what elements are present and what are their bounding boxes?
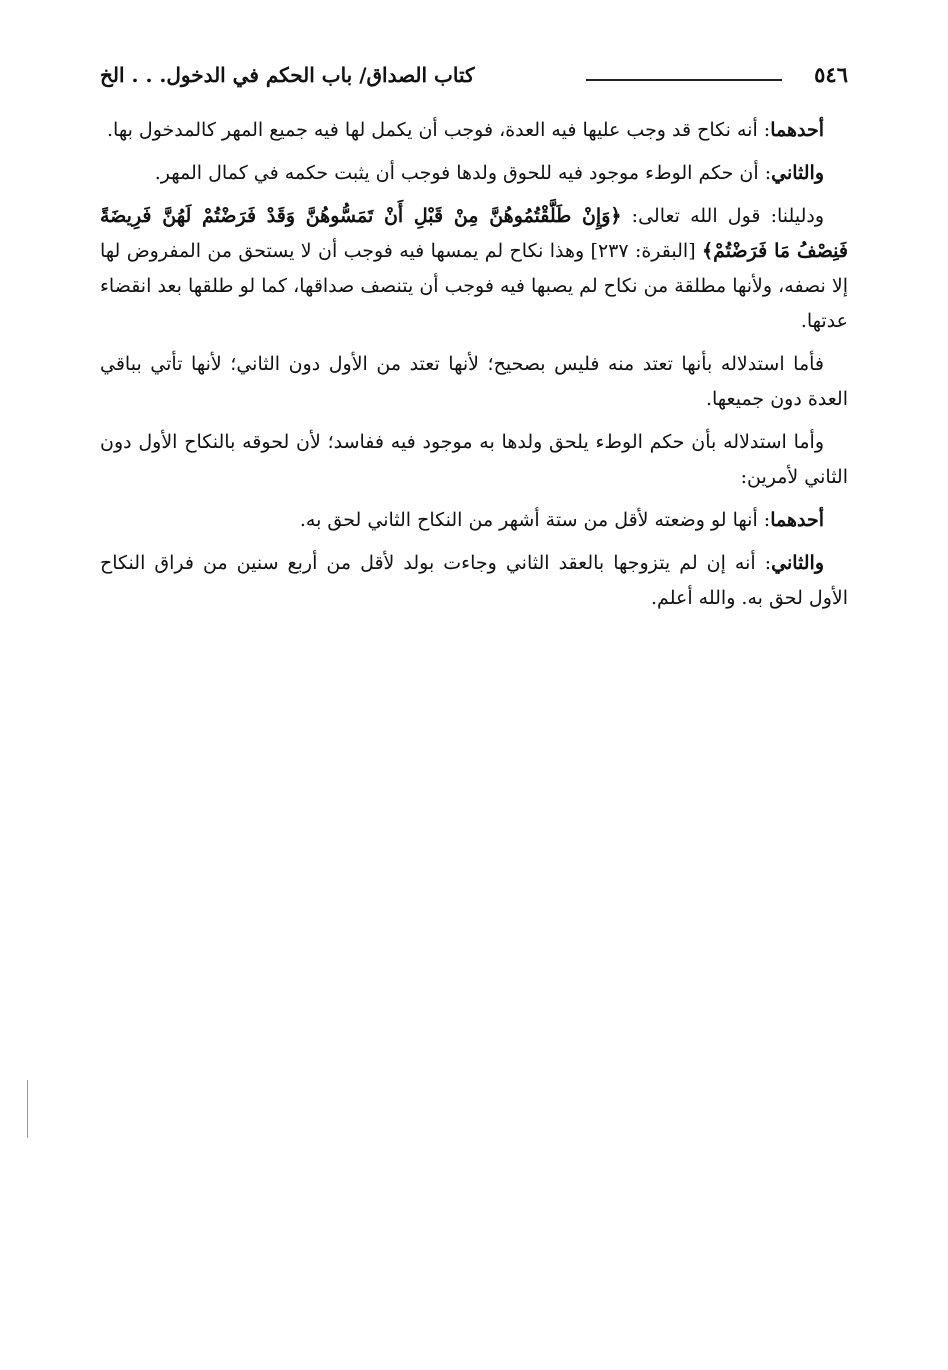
- paragraph-text: : أنه إن لم يتزوجها بالعقد الثاني وجاءت بولد لأقل من أربع سنين من فراق النكاح الأول لحق به. والله أعلم.: [100, 552, 848, 609]
- paragraph-text: : أنه نكاح قد وجب عليها فيه العدة، فوجب أن يكمل لها فيه جميع المهر كالمدخول بها.: [107, 119, 771, 141]
- paragraph-lead: والثاني: [771, 162, 824, 184]
- header-rule: [586, 79, 782, 81]
- paragraph-evidence: [100, 199, 848, 339]
- paragraph-lead: أحدهما: [770, 119, 824, 141]
- page-number: ٥٤٦: [814, 62, 848, 87]
- quran-verse: ﴿وَإِنْ طَلَّقْتُمُوهُنَّ مِنْ قَبْلِ أَنْ تَمَسُّوهُنَّ وَقَدْ فَرَضْتُمْ لَهُنَّ فَرِيضَةً فَنِصْفُ مَا فَرَضْتُمْ﴾: [100, 205, 848, 262]
- paragraph-text: : أنها لو وضعته لأقل من ستة أشهر من النكاح الثاني لحق به.: [299, 509, 771, 531]
- scan-margin-line: [27, 1080, 28, 1138]
- paragraph-second-argument: [100, 156, 848, 191]
- body-text: [100, 113, 848, 624]
- paragraph-rebuttal-two: [100, 425, 848, 495]
- paragraph-lead: والثاني: [771, 552, 824, 574]
- paragraph-text: فأما استدلاله بأنها تعتد منه فليس بصحيح؛ لأنها تعتد من الأول دون الثاني؛ لأنها تأتي بباقي العدة دون جميعها.: [100, 353, 848, 410]
- paragraph-lead: أحدهما: [770, 509, 824, 531]
- running-header: [100, 60, 848, 94]
- paragraph-text: [البقرة: ٢٣٧] وهذا نكاح لم يمسها فيه فوجب أن لا يستحق من المفروض لها إلا نصفه، ولأنها مطلقة من نكاح لم يصبها فيه فوجب أن يتنصف صداقها، كما لو طلقها بعد انقضاء عدتها.: [100, 240, 848, 332]
- paragraph-text: ودليلنا: قول الله تعالى:: [621, 205, 824, 227]
- running-title: كتاب الصداق/ باب الحكم في الدخول. . . الخ: [100, 63, 475, 87]
- paragraph-reason-one: [100, 503, 848, 538]
- paragraph-rebuttal-one: [100, 347, 848, 417]
- paragraph-reason-two: [100, 546, 848, 616]
- paragraph-text: : أن حكم الوطء موجود فيه للحوق ولدها فوجب أن يثبت حكمه في كمال المهر.: [154, 162, 772, 184]
- paragraph-first-argument: [100, 113, 848, 148]
- paragraph-text: وأما استدلاله بأن حكم الوطء يلحق ولدها به موجود فيه ففاسد؛ لأن لحوقه بالنكاح الأول دون الثاني لأمرين:: [100, 431, 848, 488]
